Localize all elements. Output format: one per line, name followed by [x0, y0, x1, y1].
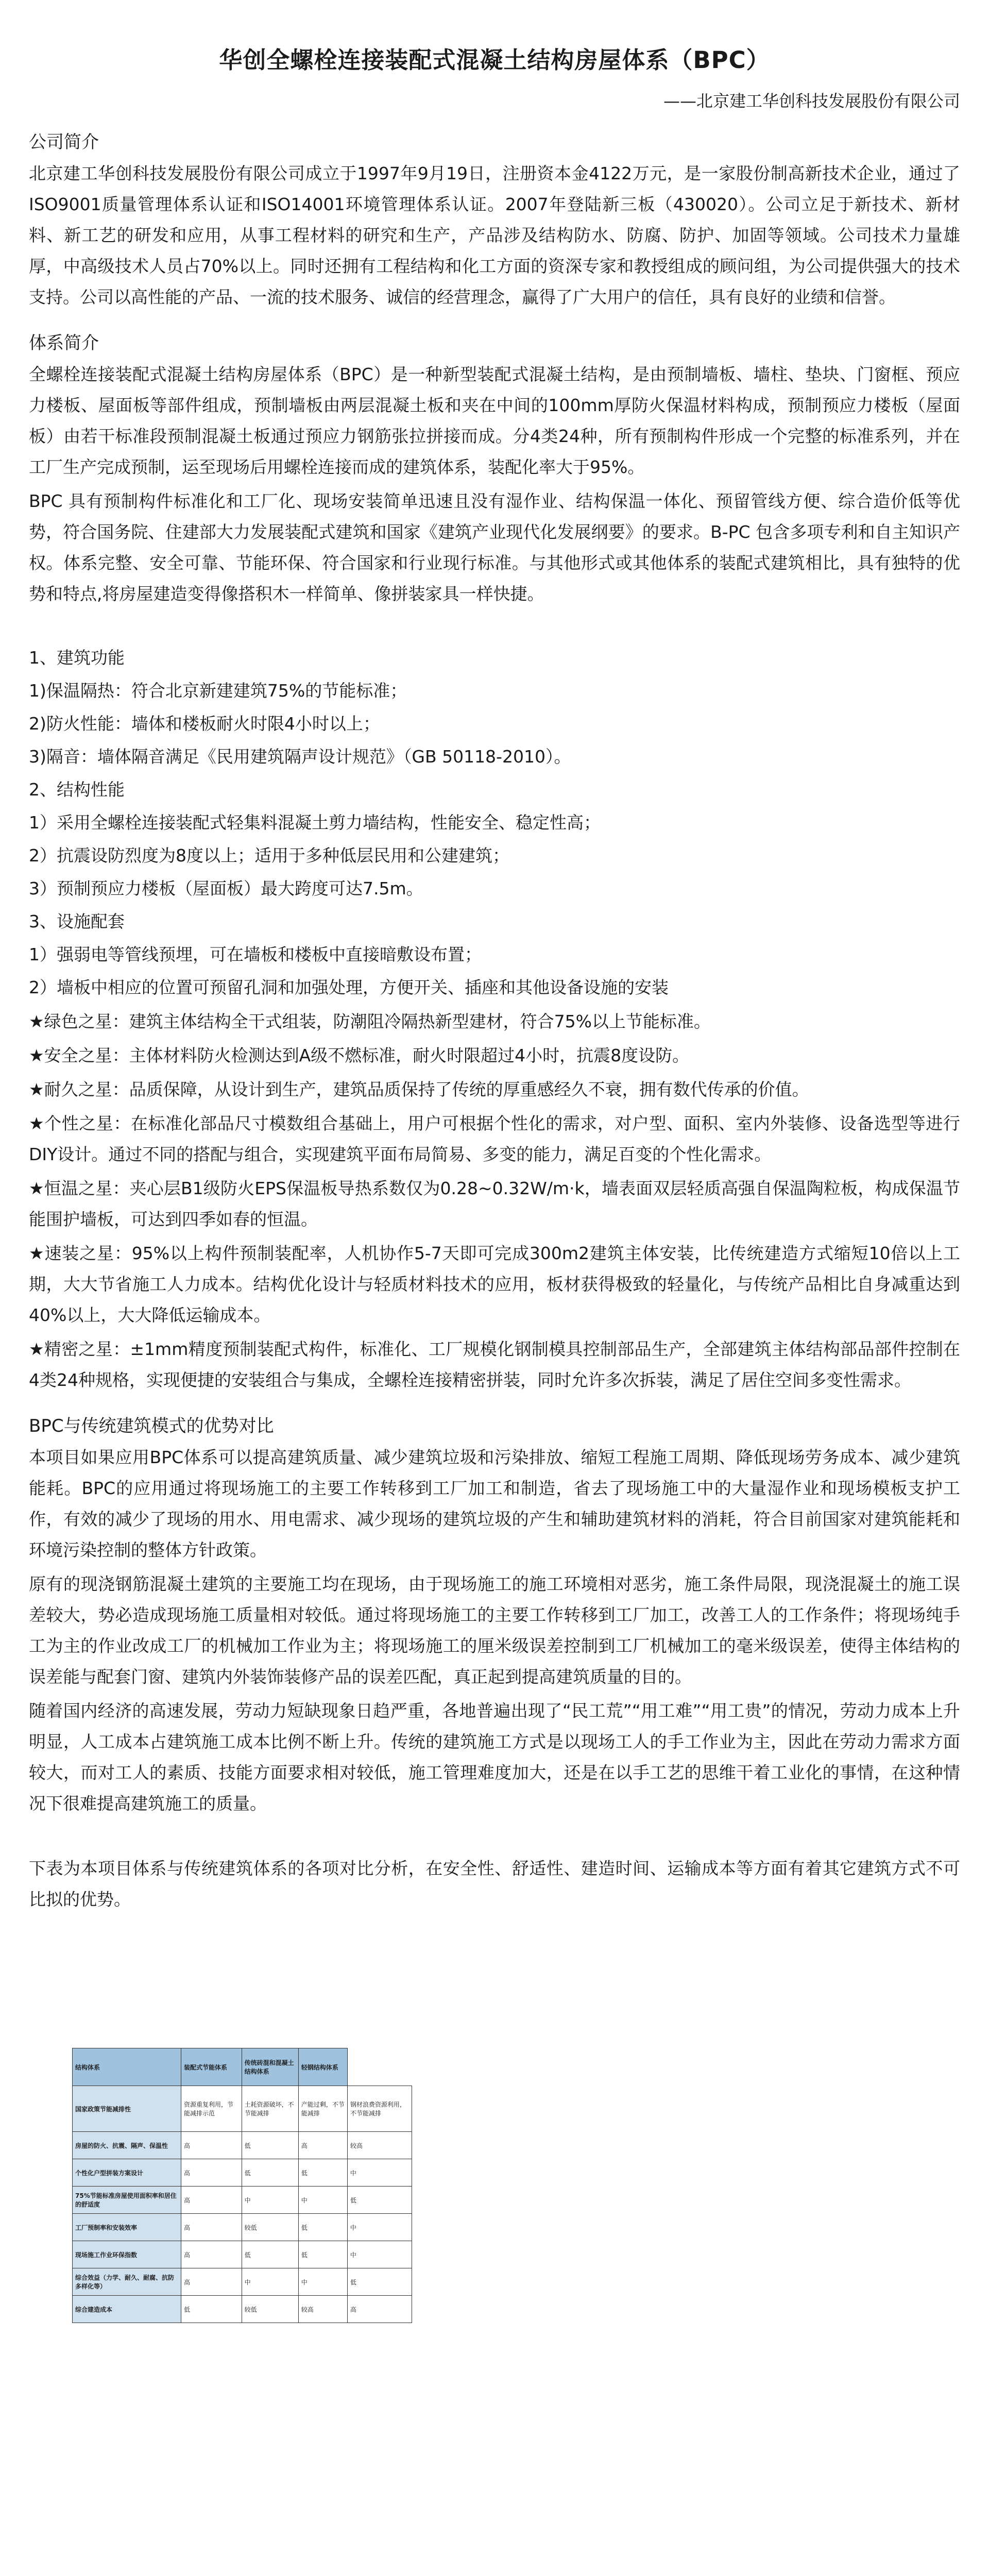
table-row: [73, 2132, 412, 2159]
table-cell: 资源重复利用，节能减排示范: [181, 2086, 242, 2132]
table-row: [73, 2268, 412, 2296]
compare-paragraph-1: 本项目如果应用BPC体系可以提高建筑质量、减少建筑垃圾和污染排放、缩短工程施工周期、降低现场劳务成本、减少建筑能耗。BPC的应用通过将现场施工的主要工作转移到工厂加工和制造，省去了现场施工中的大量湿作业和现场模板支护工作，有效的减少了现场的用水、用电需求、减少现场的建筑垃圾的产生和辅助建筑材料的消耗，符合目前国家对建筑能耗和环境污染控制的整体方针政策。: [29, 1447, 960, 1560]
structure-item: 3）预制预应力楼板（屋面板）最大跨度可达7.5m。: [29, 878, 423, 899]
table-cell: 低: [242, 2241, 298, 2268]
table-cell: 中: [242, 2268, 298, 2296]
page-title: 华创全螺栓连接装配式混凝土结构房屋体系（BPC）: [219, 46, 770, 74]
table-header-row: [73, 2048, 412, 2086]
table-row-label: 75%节能标准房屋使用面积率和居住的舒适度: [73, 2187, 181, 2214]
table-row-label: 个性化户型拼装方案设计: [73, 2159, 181, 2187]
spacer: [29, 1819, 960, 1850]
functions-heading: 1、建筑功能: [29, 648, 125, 668]
table-cell: 低: [347, 2187, 412, 2214]
page-subtitle: ——北京建工华创科技发展股份有限公司: [663, 91, 960, 111]
table-cell: 低: [242, 2159, 298, 2187]
comparison-table-wrapper: [72, 2048, 412, 2323]
table-row: [73, 2187, 412, 2214]
system-paragraph-2: BPC 具有预制构件标准化和工厂化、现场安装简单迅速且没有湿作业、结构保温一体化、预留管线方便、综合造价低等优势，符合国务院、住建部大力发展装配式建筑和国家《建筑产业现代化发展纲要》的要求。B-PC 包含多项专利和自主知识产权。体系完整、安全可靠、节能环保、符合国家和行业现行标准。与其他形式或其他体系的装配式建筑相比，具有独特的优势和特点,将房屋建造变得像搭积木一样简单、像拼装家具一样快捷。: [29, 491, 960, 604]
table-cell: 中: [347, 2214, 412, 2241]
table-cell: 高: [181, 2268, 242, 2296]
table-cell: 低: [347, 2268, 412, 2296]
table-header-cell: 装配式节能体系: [181, 2048, 242, 2086]
table-cell: 低: [298, 2214, 347, 2241]
table-cell: 高: [298, 2132, 347, 2159]
system-paragraph-1: 全螺栓连接装配式混凝土结构房屋体系（BPC）是一种新型装配式混凝土结构，是由预制墙板、墙柱、垫块、门窗框、预应力楼板、屋面板等部件组成，预制墙板由两层混凝土板和夹在中间的100mm厚防火保温材料构成，预制预应力楼板（屋面板）由若干标准段预制混凝土板通过预应力钢筋张拉拼接而成。分4类24种，所有预制构件形成一个完整的标准系列，并在工厂生产完成预制，运至现场后用螺栓连接而成的建筑体系，装配化率大于95%。: [29, 364, 960, 477]
comparison-table: [72, 2048, 412, 2323]
facility-heading: 3、设施配套: [29, 911, 125, 931]
company-heading: 公司简介: [29, 132, 99, 152]
table-row-label: 现场施工作业环保指数: [73, 2241, 181, 2268]
table-cell: 较高: [298, 2296, 347, 2323]
spacer: [29, 609, 960, 640]
structure-item: 2）抗震设防烈度为8度以上；适用于多种低层民用和公建建筑；: [29, 845, 509, 866]
structure-item: 1）采用全螺栓连接装配式轻集料混凝土剪力墙结构，性能安全、稳定性高；: [29, 812, 601, 833]
table-cell: 高: [347, 2296, 412, 2323]
table-cell: 低: [298, 2159, 347, 2187]
table-cell: 中: [298, 2187, 347, 2214]
table-cell: 高: [181, 2159, 242, 2187]
system-heading: 体系简介: [29, 333, 99, 353]
table-row: [73, 2296, 412, 2323]
table-cell: 较低: [242, 2296, 298, 2323]
table-cell: 中: [347, 2241, 412, 2268]
table-row: [73, 2241, 412, 2268]
star-item-green: ★绿色之星：建筑主体结构全干式组装，防潮阻冷隔热新型建材，符合75%以上节能标准。: [29, 1011, 711, 1031]
star-item-precision: ★精密之星：±1mm精度预制装配式构件，标准化、工厂规模化钢制模具控制部品生产，全部建筑主体结构部品部件控制在4类24种规格，实现便捷的安装组合与集成，全螺栓连接精密拼装，同时允许多次拆装，满足了居住空间多变性需求。: [29, 1339, 960, 1390]
table-cell: 高: [181, 2132, 242, 2159]
table-row-label: 工厂预制率和安装效率: [73, 2214, 181, 2241]
table-row-label: 房屋的防火、抗震、隔声、保温性: [73, 2132, 181, 2159]
star-item-safety: ★安全之星：主体材料防火检测达到A级不燃标准，耐火时限超过4小时，抗震8度设防。: [29, 1045, 690, 1065]
table-cell: 低: [242, 2132, 298, 2159]
table-cell: 低: [181, 2296, 242, 2323]
table-cell: 中: [298, 2268, 347, 2296]
table-cell: 较高: [347, 2132, 412, 2159]
facility-item: 2）墙板中相应的位置可预留孔洞和加强处理，方便开关、插座和其他设备设施的安装: [29, 977, 669, 997]
structure-heading: 2、结构性能: [29, 779, 125, 800]
table-cell: 较低: [242, 2214, 298, 2241]
function-item: 1)保温隔热：符合北京新建建筑75%的节能标准；: [29, 681, 407, 701]
table-cell: 高: [181, 2214, 242, 2241]
facility-item: 1）强弱电等管线预埋，可在墙板和楼板中直接暗敷设布置；: [29, 944, 482, 964]
table-cell: 中: [242, 2187, 298, 2214]
compare-paragraph-4: 下表为本项目体系与传统建筑体系的各项对比分析，在安全性、舒适性、建造时间、运输成本等方面有着其它建筑方式不可比拟的优势。: [29, 1858, 960, 1909]
table-row: [73, 2214, 412, 2241]
table-cell: 高: [181, 2187, 242, 2214]
table-row: [73, 2159, 412, 2187]
table-header-cell: 轻钢结构体系: [298, 2048, 347, 2086]
table-row-label: 国家政策节能减排性: [73, 2086, 181, 2132]
table-cell: 产能过剩，不节能减排: [298, 2086, 347, 2132]
compare-paragraph-2: 原有的现浇钢筋混凝土建筑的主要施工均在现场，由于现场施工的施工环境相对恶劣，施工条件局限，现浇混凝土的施工误差较大，势必造成现场施工质量相对较低。通过将现场施工的主要工作转移到工厂加工，改善工人的工作条件；将现场纯手工为主的作业改成工厂的机械加工作业为主；将现场施工的厘米级误差控制到工厂机械加工的毫米级误差，使得主体结构的误差能与配套门窗、建筑内外装饰装修产品的误差匹配，真正起到提高建筑质量的目的。: [29, 1574, 960, 1687]
table-row: [73, 2086, 412, 2132]
table-cell: 低: [298, 2241, 347, 2268]
function-item: 2)防火性能：墙体和楼板耐火时限4小时以上；: [29, 714, 380, 734]
company-paragraph: 北京建工华创科技发展股份有限公司成立于1997年9月19日，注册资本金4122万元，是一家股份制高新技术企业，通过了ISO9001质量管理体系认证和ISO14001环境管理体系认证。2007年登陆新三板（430020）。公司立足于新技术、新材料、新工艺的研发和应用，从事工程材料的研究和生产，产品涉及结构防水、防腐、防护、加固等领域。公司技术力量雄厚，中高级技术人员占70%以上。同时还拥有工程结构和化工方面的资深专家和教授组成的顾问组，为公司提供强大的技术支持。公司以高性能的产品、一流的技术服务、诚信的经营理念，赢得了广大用户的信任，具有良好的业绩和信誉。: [29, 163, 960, 307]
star-item-personal: ★个性之星：在标准化部品尺寸模数组合基础上，用户可根据个性化的需求，对户型、面积、室内外装修、设备选型等进行DIY设计。通过不同的搭配与组合，实现建筑平面布局简易、多变的能力，满足百变的个性化需求。: [29, 1113, 960, 1164]
star-item-thermal: ★恒温之星：夹心层B1级防火EPS保温板导热系数仅为0.28~0.32W/m·k，墙表面双层轻质高强自保温陶粒板，构成保温节能围护墙板，可达到四季如春的恒温。: [29, 1178, 960, 1229]
star-item-speed: ★速装之星：95%以上构件预制装配率，人机协作5-7天即可完成300m2建筑主体安装，比传统建造方式缩短10倍以上工期，大大节省施工人力成本。结构优化设计与轻质材料技术的应用，板材获得极致的轻量化，与传统产品相比自身减重达到40%以上，大大降低运输成本。: [29, 1243, 960, 1325]
table-cell: 钢材浪费资源利用，不节能减排: [347, 2086, 412, 2132]
function-item: 3)隔音：墙体隔音满足《民用建筑隔声设计规范》（GB 50118-2010）。: [29, 747, 571, 767]
table-cell: 中: [347, 2159, 412, 2187]
table-cell: 土耗资源破坏，不节能减排: [242, 2086, 298, 2132]
document-body: [29, 0, 960, 1915]
compare-heading: BPC与传统建筑模式的优势对比: [29, 1416, 274, 1436]
table-header-cell: 传统砖混和混凝土结构体系: [242, 2048, 298, 2086]
table-row-label: 综合建造成本: [73, 2296, 181, 2323]
table-cell: 高: [181, 2241, 242, 2268]
compare-paragraph-3: 随着国内经济的高速发展，劳动力短缺现象日趋严重，各地普遍出现了“民工荒”“用工难”“用工贵”的情况，劳动力成本上升明显，人工成本占建筑施工成本比例不断上升。传统的建筑施工方式是以现场工人的手工作业为主，因此在劳动力需求方面较大，而对工人的素质、技能方面要求相对较低，施工管理难度加大，还是在以手工艺的思维干着工业化的事情，在这种情况下很难提高建筑施工的质量。: [29, 1701, 960, 1814]
table-header-cell: 结构体系: [73, 2048, 181, 2086]
table-row-label: 综合效益（力学、耐久、耐腐、抗防多样化等）: [73, 2268, 181, 2296]
star-item-durable: ★耐久之星：品质保障，从设计到生产，建筑品质保持了传统的厚重感经久不衰，拥有数代传承的价值。: [29, 1079, 809, 1099]
